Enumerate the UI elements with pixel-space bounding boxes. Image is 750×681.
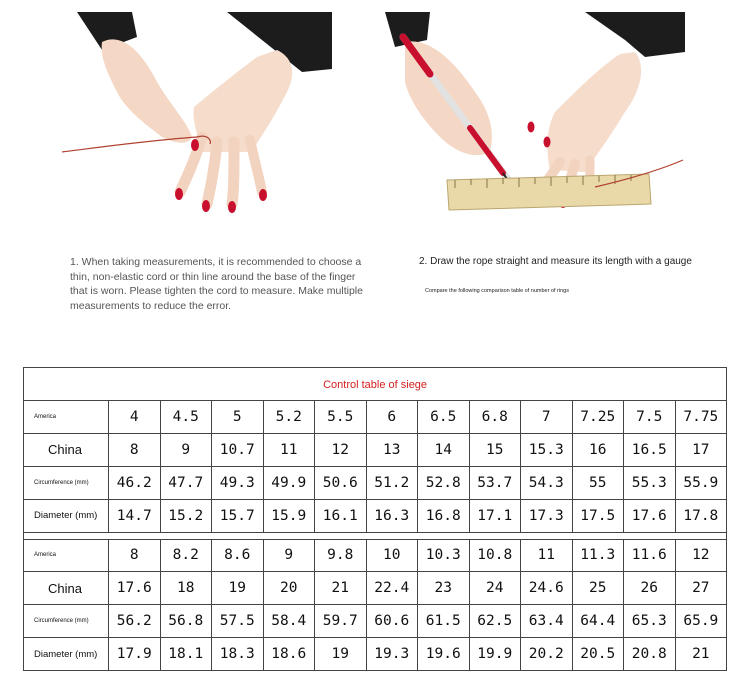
size-cell: 14: [418, 433, 470, 466]
diameter-label: Diameter (mm): [24, 638, 109, 671]
size-cell: 16.1: [315, 499, 367, 532]
size-cell: 5: [212, 401, 264, 434]
size-cell: 19: [315, 638, 367, 671]
size-cell: 63.4: [521, 605, 573, 638]
size-cell: 24.6: [521, 572, 573, 605]
china-row: [24, 433, 727, 466]
size-cell: 65.3: [624, 605, 676, 638]
size-cell: 23: [418, 572, 470, 605]
size-cell: 49.3: [212, 466, 264, 499]
size-cell: 17.9: [109, 638, 161, 671]
size-cell: 17.5: [572, 499, 624, 532]
size-cell: 15.9: [263, 499, 315, 532]
china-label: China: [24, 572, 109, 605]
america-row: [24, 539, 727, 572]
size-cell: 12: [315, 433, 367, 466]
size-cell: 9: [263, 539, 315, 572]
size-cell: 5.2: [263, 401, 315, 434]
size-cell: 54.3: [521, 466, 573, 499]
size-cell: 46.2: [109, 466, 161, 499]
size-cell: 18: [160, 572, 212, 605]
size-cell: 16.3: [366, 499, 418, 532]
size-cell: 20.8: [624, 638, 676, 671]
size-cell: 17.3: [521, 499, 573, 532]
size-cell: 7.5: [624, 401, 676, 434]
circumference-row: [24, 466, 727, 499]
table-title-cell: [24, 368, 727, 401]
size-cell: 19.3: [366, 638, 418, 671]
size-cell: 15.7: [212, 499, 264, 532]
size-cell: 17: [675, 433, 727, 466]
table-title: Control table of siege: [323, 379, 428, 391]
size-cell: 65.9: [675, 605, 727, 638]
diameter-row: [24, 499, 727, 532]
size-cell: 21: [675, 638, 727, 671]
compare-note: Compare the following comparison table of number of rings: [425, 288, 569, 294]
size-cell: 20: [263, 572, 315, 605]
china-row: [24, 572, 727, 605]
size-cell: 56.2: [109, 605, 161, 638]
size-cell: 55.3: [624, 466, 676, 499]
size-cell: 55.9: [675, 466, 727, 499]
america-label: America: [24, 539, 109, 572]
size-cell: 10.8: [469, 539, 521, 572]
size-cell: 62.5: [469, 605, 521, 638]
size-cell: 7.25: [572, 401, 624, 434]
size-cell: 8.6: [212, 539, 264, 572]
size-cell: 20.2: [521, 638, 573, 671]
size-cell: 11: [521, 539, 573, 572]
size-cell: 19.9: [469, 638, 521, 671]
size-cell: 19: [212, 572, 264, 605]
diameter-label: Diameter (mm): [24, 499, 109, 532]
size-cell: 25: [572, 572, 624, 605]
size-cell: 11: [263, 433, 315, 466]
size-cell: 57.5: [212, 605, 264, 638]
america-label: America: [24, 401, 109, 434]
size-cell: 15.2: [160, 499, 212, 532]
size-cell: 18.1: [160, 638, 212, 671]
china-label: China: [24, 433, 109, 466]
size-cell: 53.7: [469, 466, 521, 499]
size-cell: 52.8: [418, 466, 470, 499]
size-cell: 12: [675, 539, 727, 572]
size-cell: 8.2: [160, 539, 212, 572]
step-2-text: 2. Draw the rope straight and measure its length with a gauge: [419, 256, 692, 267]
ruler-measure-photo: [385, 12, 685, 217]
size-cell: 14.7: [109, 499, 161, 532]
size-cell: 6.8: [469, 401, 521, 434]
size-cell: 9.8: [315, 539, 367, 572]
size-cell: 58.4: [263, 605, 315, 638]
size-cell: 64.4: [572, 605, 624, 638]
size-cell: 20.5: [572, 638, 624, 671]
size-cell: 22.4: [366, 572, 418, 605]
size-cell: 15.3: [521, 433, 573, 466]
size-cell: 60.6: [366, 605, 418, 638]
size-cell: 17.8: [675, 499, 727, 532]
size-cell: 10.7: [212, 433, 264, 466]
size-cell: 59.7: [315, 605, 367, 638]
size-cell: 9: [160, 433, 212, 466]
size-cell: 16.5: [624, 433, 676, 466]
size-cell: 4: [109, 401, 161, 434]
measure-cord-photo: [62, 12, 332, 217]
size-cell: 15: [469, 433, 521, 466]
circumference-label: Circumference (mm): [24, 466, 109, 499]
size-cell: 16: [572, 433, 624, 466]
size-cell: 51.2: [366, 466, 418, 499]
size-cell: 8: [109, 433, 161, 466]
size-cell: 11.3: [572, 539, 624, 572]
size-cell: 6: [366, 401, 418, 434]
size-cell: 8: [109, 539, 161, 572]
step-1-text: 1. When taking measurements, it is recommended to choose a thin, non-elastic cord or thin line around the base of the finger that is worn. Please tighten the cord to measure. Make multiple measurements to reduce the error.: [70, 256, 363, 312]
size-cell: 47.7: [160, 466, 212, 499]
size-cell: 49.9: [263, 466, 315, 499]
size-cell: 18.3: [212, 638, 264, 671]
size-cell: 7.75: [675, 401, 727, 434]
size-cell: 50.6: [315, 466, 367, 499]
size-cell: 21: [315, 572, 367, 605]
size-cell: 10: [366, 539, 418, 572]
america-row: [24, 401, 727, 434]
size-cell: 7: [521, 401, 573, 434]
size-cell: 6.5: [418, 401, 470, 434]
size-cell: 27: [675, 572, 727, 605]
size-cell: 11.6: [624, 539, 676, 572]
size-cell: 17.1: [469, 499, 521, 532]
circumference-row: [24, 605, 727, 638]
size-cell: 17.6: [109, 572, 161, 605]
size-cell: 24: [469, 572, 521, 605]
size-cell: 55: [572, 466, 624, 499]
size-cell: 5.5: [315, 401, 367, 434]
table-title-row: [24, 368, 727, 401]
size-cell: 13: [366, 433, 418, 466]
size-cell: 16.8: [418, 499, 470, 532]
size-cell: 4.5: [160, 401, 212, 434]
size-cell: 19.6: [418, 638, 470, 671]
circumference-label: Circumference (mm): [24, 605, 109, 638]
size-cell: 18.6: [263, 638, 315, 671]
size-cell: 26: [624, 572, 676, 605]
size-cell: 61.5: [418, 605, 470, 638]
size-cell: 17.6: [624, 499, 676, 532]
size-cell: 56.8: [160, 605, 212, 638]
diameter-row: [24, 638, 727, 671]
size-cell: 10.3: [418, 539, 470, 572]
ring-size-table: [23, 367, 727, 671]
table-divider: [24, 532, 727, 539]
